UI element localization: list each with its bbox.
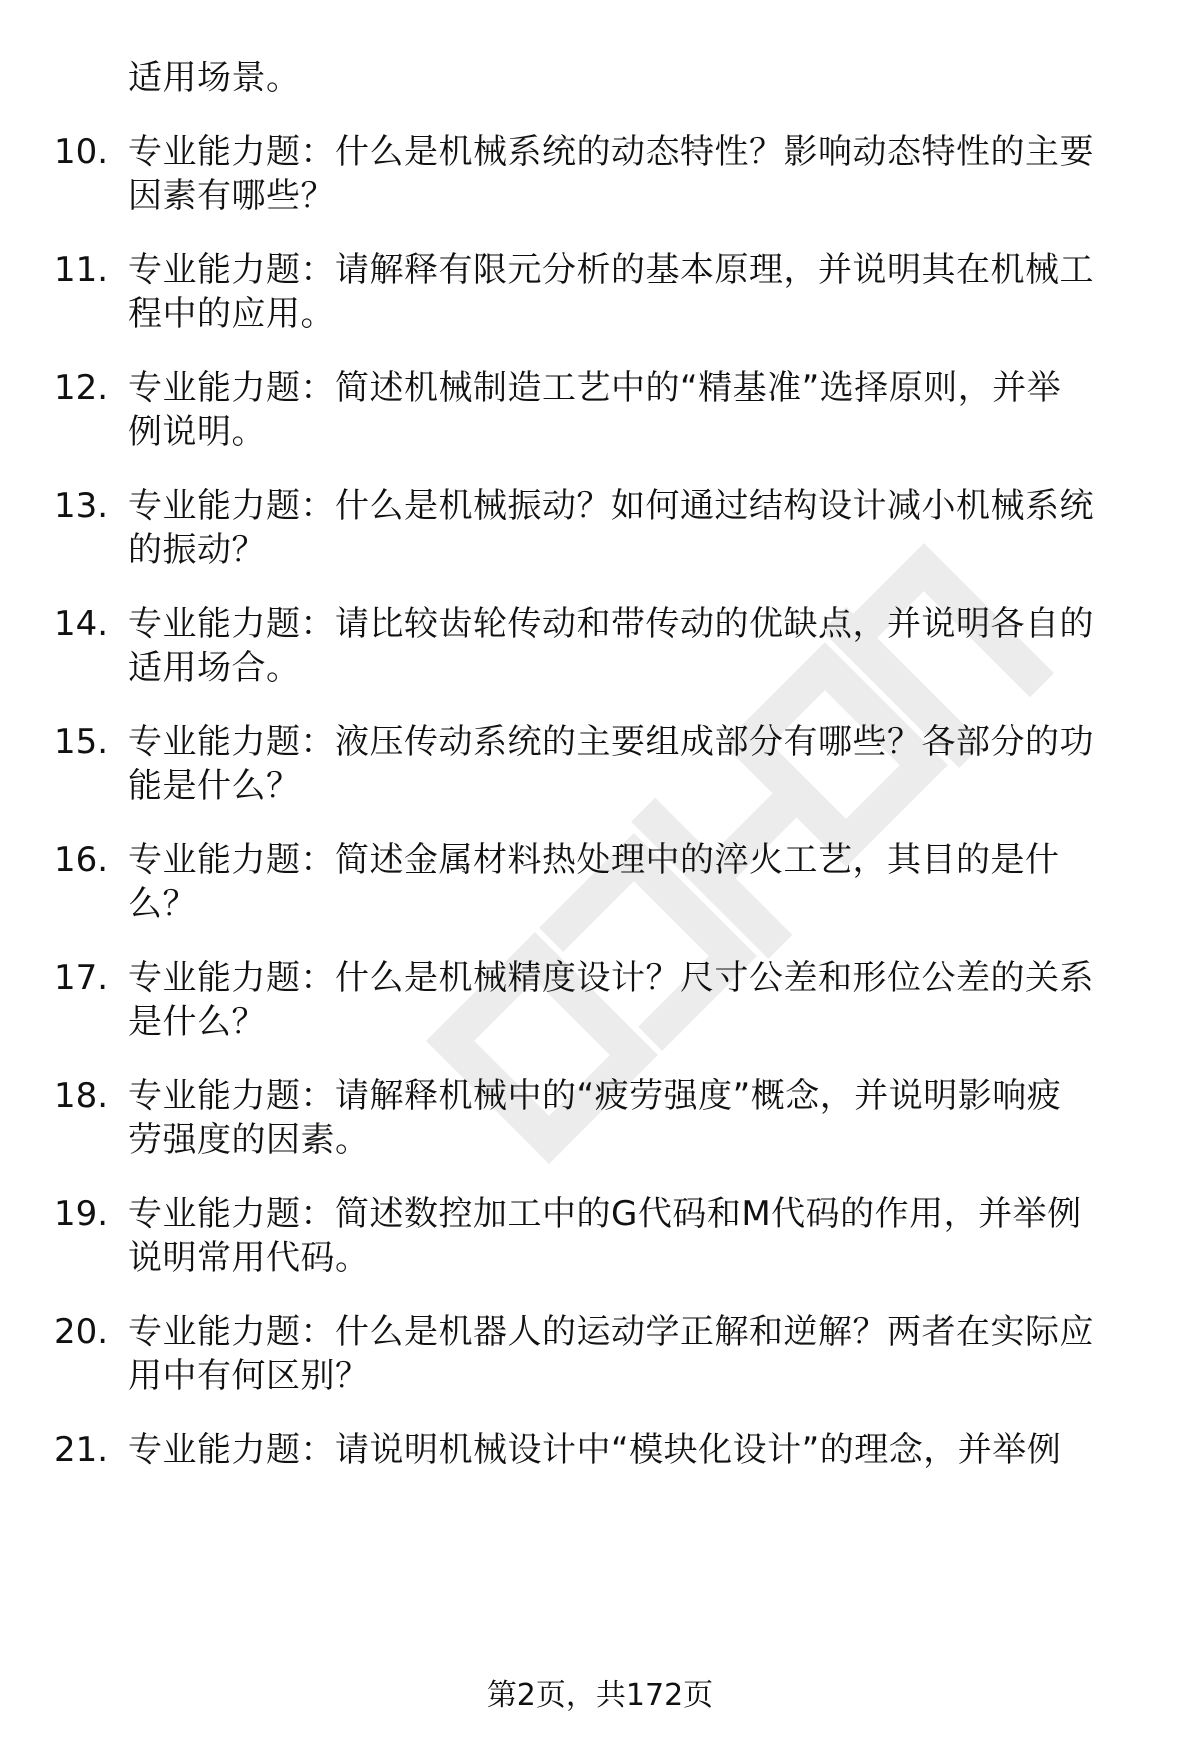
item-number: 12.	[54, 368, 109, 408]
item-text-line-1: 专业能力题：简述金属材料热处理中的淬火工艺，其目的是什	[128, 840, 1060, 880]
item-text-line-2: 用中有何区别？	[128, 1356, 370, 1396]
item-number: 14.	[54, 604, 109, 644]
item-text-line-1: 专业能力题：什么是机械振动？如何通过结构设计减小机械系统	[128, 486, 1094, 526]
item-text-line-1: 专业能力题：什么是机械系统的动态特性？影响动态特性的主要	[128, 132, 1094, 172]
item-text-line-1: 专业能力题：简述数控加工中的G代码和M代码的作用，并举例	[128, 1194, 1082, 1234]
item-text-line-2: 能是什么？	[128, 766, 301, 806]
item-text-line-2: 例说明。	[128, 412, 266, 452]
item-number: 19.	[54, 1194, 109, 1234]
item-number: 17.	[54, 958, 109, 998]
item-number: 16.	[54, 840, 109, 880]
item-text-line-2: 么？	[128, 884, 197, 924]
item-text-line-1: 专业能力题：请说明机械设计中“模块化设计”的理念，并举例	[128, 1430, 1062, 1470]
item-number: 20.	[54, 1312, 109, 1352]
item-text-line-1: 专业能力题：什么是机械精度设计？尺寸公差和形位公差的关系	[128, 958, 1094, 998]
item-text-line-1: 专业能力题：请解释有限元分析的基本原理，并说明其在机械工	[128, 250, 1094, 290]
item-text-line-2: 说明常用代码。	[128, 1238, 370, 1278]
page-footer: 第2页，共172页	[486, 1678, 714, 1713]
item-number: 21.	[54, 1430, 109, 1470]
item-text-line-2: 是什么？	[128, 1002, 266, 1042]
item-number: 13.	[54, 486, 109, 526]
item-text-line-2: 的振动？	[128, 530, 266, 570]
item-text-line-1: 专业能力题：液压传动系统的主要组成部分有哪些？各部分的功	[128, 722, 1094, 762]
previous-item-continuation: 适用场景。	[128, 58, 301, 98]
item-text-line-2: 适用场合。	[128, 648, 301, 688]
item-text-line-1: 专业能力题：请解释机械中的“疲劳强度”概念，并说明影响疲	[128, 1076, 1062, 1116]
item-text-line-1: 专业能力题：什么是机器人的运动学正解和逆解？两者在实际应	[128, 1312, 1094, 1352]
item-number: 18.	[54, 1076, 109, 1116]
item-text-line-2: 因素有哪些？	[128, 176, 335, 216]
item-text-line-2: 程中的应用。	[128, 294, 335, 334]
item-text-line-1: 专业能力题：简述机械制造工艺中的“精基准”选择原则，并举	[128, 368, 1062, 408]
item-number: 10.	[54, 132, 109, 172]
item-text-line-2: 劳强度的因素。	[128, 1120, 370, 1160]
item-number: 15.	[54, 722, 109, 762]
item-number: 11.	[54, 250, 109, 290]
item-text-line-1: 专业能力题：请比较齿轮传动和带传动的优缺点，并说明各自的	[128, 604, 1094, 644]
